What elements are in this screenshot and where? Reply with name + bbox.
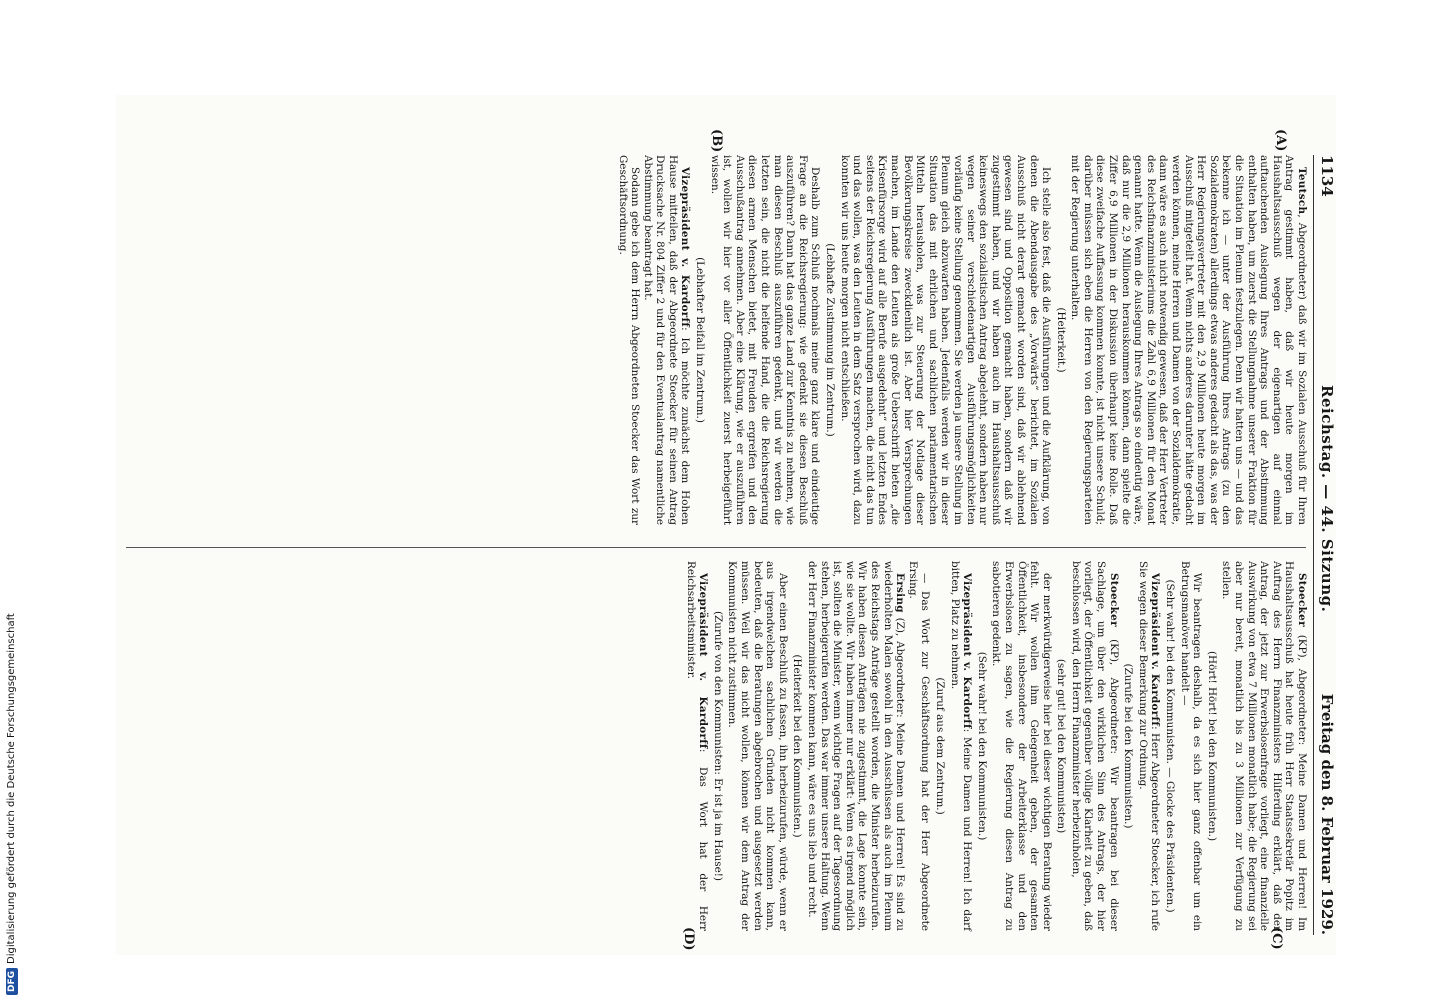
text-paragraph: [708, 155, 821, 525]
paragraph-text: Meine Damen und Herren! Im Haushaltsausschuß hat heute früh Herr Staatssekretär Popitz im Auftrag des Herrn Finanzministers Hilferding erklärt, daß der Antrag, der jetzt zur Erwerbslosenfrage vorliegt, eine finanzielle Auswirkung von etwa 7 Millionen monatlich habe; die Regierung sei aber nur bereit, monatlich bis zu 3 Millionen zur Verfügung zu stellen.: [1220, 561, 1308, 931]
speaker-role: :: [1149, 726, 1162, 730]
speaker-name: Vizepräsident v. Kardorff: [679, 167, 692, 328]
speaker-name: Vizepräsident v. Kardorff: [697, 573, 710, 749]
speaker-name: Stoecker: [1296, 573, 1308, 627]
text-paragraph: [1178, 561, 1203, 931]
speaker-name: Vizepräsident v. Kardorff: [961, 573, 974, 729]
interjection: (Heiterkeit bei den Kommunisten.): [791, 654, 804, 838]
speech-paragraph: [1136, 561, 1161, 931]
text-paragraph: [838, 155, 1052, 525]
paragraph-text: daß wir im Sozialen Ausschuß für Ihren Antrag gestimmt haben, daß wir heute morgen im Haushaltsausschuß wegen der eigenartigen auf einmal auftauchenden Auslegung Ihres Antrags und der Abstimmung enthalten haben, um zuerst die Stellungnahme unserer Fraktion für die Situation im Plenum festzulegen. Denn wir hatten uns — und das bekenne ich — unter der Ausführung Ihres Antrags (zu den Sozialdemokraten) allerdings etwas anderes gedacht als das, was der Herr Regierungsvertreter mit den 2,9 Millionen heute morgen im Ausschuß mitgeteilt hat. Wenn nichts anderes darunter hätte gedacht werden können, meine Herren und Damen von der Sozialdemokratie, dann wäre es auch nicht notwendig gewesen, daß der Herr Vertreter des Reichsfinanzministeriums die Zahl 6,9 Millionen für den Monat genannt hatte. Wenn die Auslegung Ihres Antrags so eindeutig wäre, daß nur die 2,9 Millionen herauskommen können, dann spielte die Ziffer 6,9 Millionen in der Diskussion überhaupt keine Rolle. Daß diese zweifache Auffassung kommen konnte, ist nicht unsere Schuld; darüber müssen sich eben die Herren von den Regierungsparteien mit der Regierung unterhalten.: [1069, 155, 1308, 526]
session-title: Reichstag. — 44. Sitzung.: [1318, 385, 1336, 613]
speech-paragraph: [1220, 561, 1308, 931]
paragraph-text: Wir beantragen bei dieser Sachlage, um über den wirklichen Sinn des Antrags, der hier vorliegt, der Öffentlichkeit gegenüber völlige Klarheit zu geben, daß beschlossen wird, den Herrn Finanzminister herbeizuholen,: [1069, 561, 1120, 931]
interjection: (sehr gut! bei den Kommunisten): [1055, 658, 1068, 834]
column-divider: [126, 547, 1306, 548]
speech-paragraph: [641, 155, 691, 525]
paragraph-text: Meine Damen und Herren! Ich darf bitten, Platz zu nehmen.: [948, 561, 974, 931]
text-paragraph: [616, 155, 641, 525]
footer-text: Digitalisierung gefördert durch die Deutsche Forschungsgemeinschaft: [6, 613, 17, 964]
paragraph-text: Meine Damen und Herren! Es sind zu wiederholten Malen sowohl in den Ausschüssen als auch im Plenum des Reichstags Anträge gestellt worden, die Minister herbeizurufen. Wir haben diesen Anträgen nie zugestimmt, die Lage konnte sein, wie sie wollte. Wir haben immer nur erklärt: Wenn es irgend möglich ist, sollten die Minister, wenn wichtige Fragen auf der Tagesordnung stehen, herbeigerufen werden. Das war immer unsere Haltung. Wenn der Herr Finanzminister kommen kann, wäre es uns lieb und recht.: [806, 561, 907, 931]
text-paragraph: [990, 561, 1053, 931]
speaker-role: :: [679, 327, 692, 331]
margin-mark-a: (A): [1273, 129, 1288, 152]
speaker-name: Ersing: [894, 573, 907, 613]
margin-mark-c: (C): [1269, 927, 1284, 950]
paragraph-text: Das Wort hat der Herr Reichsarbeitsminister.: [684, 561, 710, 932]
interjection: (Heiterkeit.): [1054, 307, 1067, 373]
page-header: [1313, 155, 1336, 935]
speaker-role: (Z), Abgeordneter:: [894, 612, 907, 718]
speaker-role: :: [961, 728, 974, 733]
speaker-name: Stoecker: [1107, 573, 1120, 627]
interjection: (Zurufe bei den Kommunisten.): [1122, 663, 1135, 829]
speech-paragraph: [1069, 561, 1119, 931]
margin-mark-b: (B): [709, 129, 724, 153]
speaker-role: , Abgeordneter): [1296, 214, 1308, 300]
margin-mark-d: (D): [681, 927, 696, 951]
paragraph-text: Sodann gebe ich dem Herrn Abgeordneten Stoecker das Wort zur Geschäftsordnung.: [616, 155, 642, 525]
interjection: (Lebhafter Beifall im Zentrum.): [694, 257, 707, 423]
text-paragraph: [726, 561, 789, 931]
speech-paragraph: [684, 561, 709, 931]
interjection: (Hört! Hört! bei den Kommunisten.): [1205, 650, 1218, 841]
speaker-name: Vizepräsident v. Kardorff: [1149, 573, 1162, 727]
interjection: (Zurufe von den Kommunisten: Er ist ja im Hause!): [711, 611, 724, 881]
paragraph-text: Ich stelle also fest, daß die Ausführungen und die Aufklärung, von denen die Abendausgabe des „Vorwärts“ berichtet, im Sozialen Ausschuß nicht derart gemacht worden sind, daß wir ablehnend gewesen sind und Opposition gemacht haben, sondern daß wir zugestimmt haben, und wir haben auch im Haushaltsausschuß keineswegs den sozialistischen Antrag abgelehnt, sondern haben nur wegen seiner verschiedenartigen Ausführungsmöglichkeiten vorläufig keine Stellung genommen. Sie werden ja unsere Stellung im Plenum gleich abzuwarten haben. Jedenfalls werden wir in dieser Situation das mit ehrlichen und sachlichen parlamentarischen Mitteln herausholen, was zur Steuerung der Notlage dieser Bevölkerungskreise zweckdienlich ist. Aber hier Versprechungen machen, im Lande den Leuten als große Ueberschrift bieten „die Krisenfürsorge wird auf alle Berufe ausgedehnt“ und letzten Endes seitens der Reichsregierung Ausführungen machen, die nicht das tun und das wollen, was den Leuten in dem Satz versprochen wird, dazu konnten wir uns heute morgen nicht entschließen.: [838, 155, 1053, 525]
speech-paragraph: [948, 561, 973, 931]
paragraph-text: Wir beantragen deshalb, da es sich hier ganz offenbar um ein Betrugsmanöver handelt —: [1178, 561, 1204, 931]
speaker-role: (KP), Abgeordneter:: [1296, 626, 1308, 746]
paragraph-text: Aber einen Beschluß zu fassen, ihn herbeizurufen, würde, wenn er aus irgendwelchen sachlichen Gründen nicht kommen kann, bedeuten, daß die Beratungen abgebrochen und ausgesetzt werden müssen. Weil wir das nicht wollen, können wir dem Antrag der Kommunisten nicht zustimmen.: [726, 561, 789, 931]
paragraph-text: Herr Abgeordneter Stoecker, ich rufe Sie wegen dieser Bemerkung zur Ordnung.: [1136, 561, 1162, 932]
interjection: (Zuruf aus dem Zentrum.): [933, 677, 946, 815]
interjection: (Lebhafte Zustimmung im Zentrum.): [824, 243, 837, 437]
paragraph-text: Deshalb zum Schluß nochmals meine ganz klare und eindeutige Frage an die Reichsregierung: wie gedenkt sie diesen Beschluß auszuführen? Dann hat das ganze Land zur Kenntnis zu nehmen, wie man diesen Beschluß auszuführen gedenkt, und wir werden die letzten sein, die nicht die helfende Hand, die die Reichsregierung diesen armen Menschen bietet, mit Freuden ergreifen und den Ausschußantrag annehmen. Aber eine Klärung, wie er auszuführen ist, wollen wir hier vor aller Öffentlichkeit zuerst herbeigeführt wissen.: [708, 155, 822, 525]
footer-credit: [6, 613, 18, 995]
session-date: Freitag den 8. Februar 1929.: [1318, 693, 1336, 935]
speech-paragraph: [805, 561, 906, 931]
right-column: [684, 561, 1308, 931]
speaker-role: :: [697, 748, 710, 753]
paragraph-text: — Das Wort zur Geschäftsordnung hat der Herr Abgeordnete Ersing.: [906, 561, 932, 931]
document-page: [116, 95, 1336, 955]
interjection: (Sehr wahr! bei den Kommunisten.): [975, 651, 988, 841]
speaker-role: (KP), Abgeordneter:: [1107, 626, 1120, 754]
paragraph-text: Ich möchte zunächst dem Hohen Hause mitteilen, daß der Abgeordnete Stoecker für seinen Antrag Drucksache Nr. 804 Ziffer 2 und für den Eventualantrag namentliche Abstimmung beantragt hat.: [641, 155, 692, 525]
page-number: 1134: [1318, 155, 1336, 197]
left-column: [616, 155, 1308, 525]
paragraph-text: der merkwürdigerweise hier bei dieser wichtigen Beratung wieder fehlt. Wir wollen ihm Gelegenheit geben, der gesamten Öffentlichkeit, insbesondere der Arbeiterklasse und den Erwerbslosen zu sagen, wie die Regierung diesen Antrag zu sabotieren gedenkt.: [990, 561, 1053, 931]
text-paragraph: [906, 561, 931, 931]
speaker-name: Teutsch: [1296, 167, 1308, 215]
dfg-logo: DFG: [6, 968, 18, 995]
interjection: (Sehr wahr! bei den Kommunisten. — Glocke des Präsidenten.): [1164, 579, 1177, 913]
speech-paragraph: [1069, 155, 1308, 525]
